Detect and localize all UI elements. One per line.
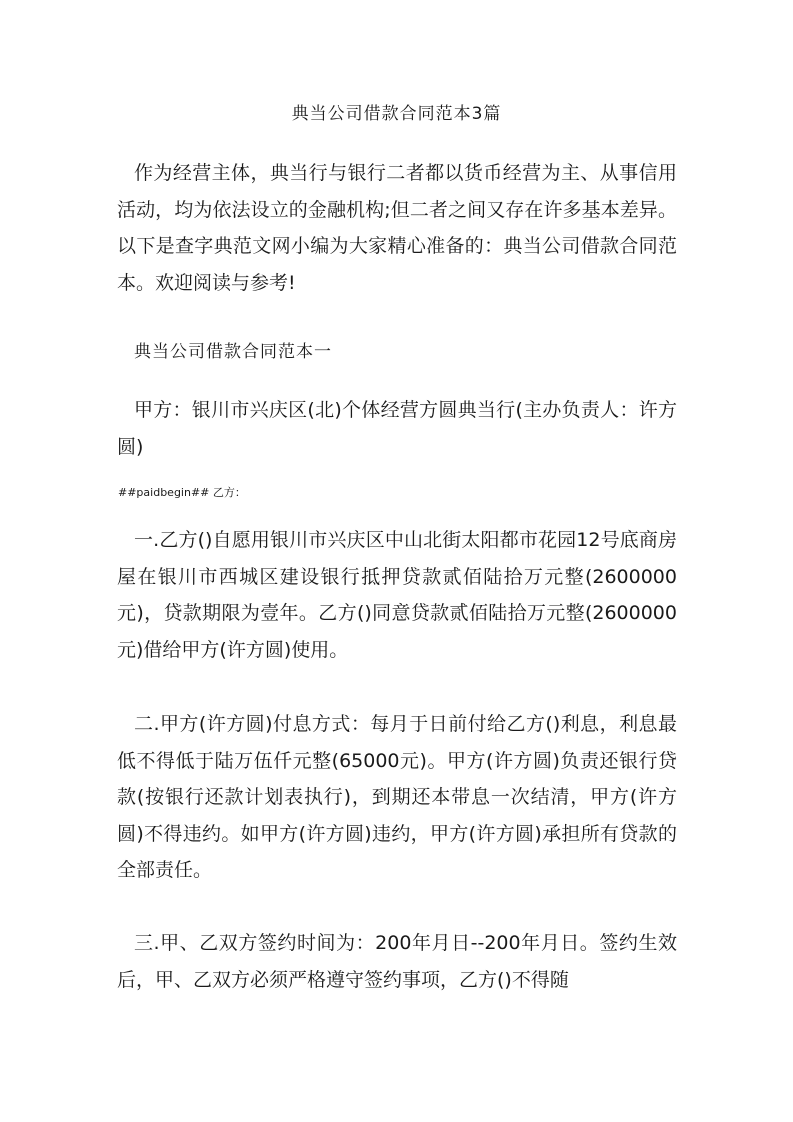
paid-marker-text: ##paidbegin## 乙方： bbox=[118, 486, 246, 499]
section-heading: 典当公司借款合同范本一 bbox=[134, 342, 332, 362]
party-a-paragraph: 甲方：银川市兴庆区(北)个体经营方圆典当行(主办负责人：许方圆) bbox=[117, 399, 677, 458]
clause-3-paragraph: 三.甲、乙双方签约时间为：200年月日--200年月日。签约生效后，甲、乙双方必须严格遵守签约事项，乙方()不得随 bbox=[117, 932, 677, 991]
clause-2-paragraph: 二.甲方(许方圆)付息方式：每月于日前付给乙方()利息，利息最低不得低于陆万伍仟元整(65000元)。甲方(许方圆)负责还银行贷款(按银行还款计划表执行)，到期还本带息一次结清，甲方(许方圆)不得违约。如甲方(许方圆)违约，甲方(许方圆)承担所有贷款的全部责任。 bbox=[117, 713, 677, 881]
clause-1-paragraph: 一.乙方()自愿用银川市兴庆区中山北街太阳都市花园12号底商房屋在银川市西城区建设银行抵押贷款贰佰陆拾万元整(2600000元)，贷款期限为壹年。乙方()同意贷款贰佰陆拾万元整(2600000元)借给甲方(许方圆)使用。 bbox=[117, 529, 677, 661]
intro-paragraph: 作为经营主体，典当行与银行二者都以货币经营为主、从事信用活动，均为依法设立的金融机构;但二者之间又存在许多基本差异。以下是查字典范文网小编为大家精心准备的：典当公司借款合同范本。欢迎阅读与参考! bbox=[117, 162, 677, 294]
document-title: 典当公司借款合同范本3篇 bbox=[291, 104, 502, 124]
